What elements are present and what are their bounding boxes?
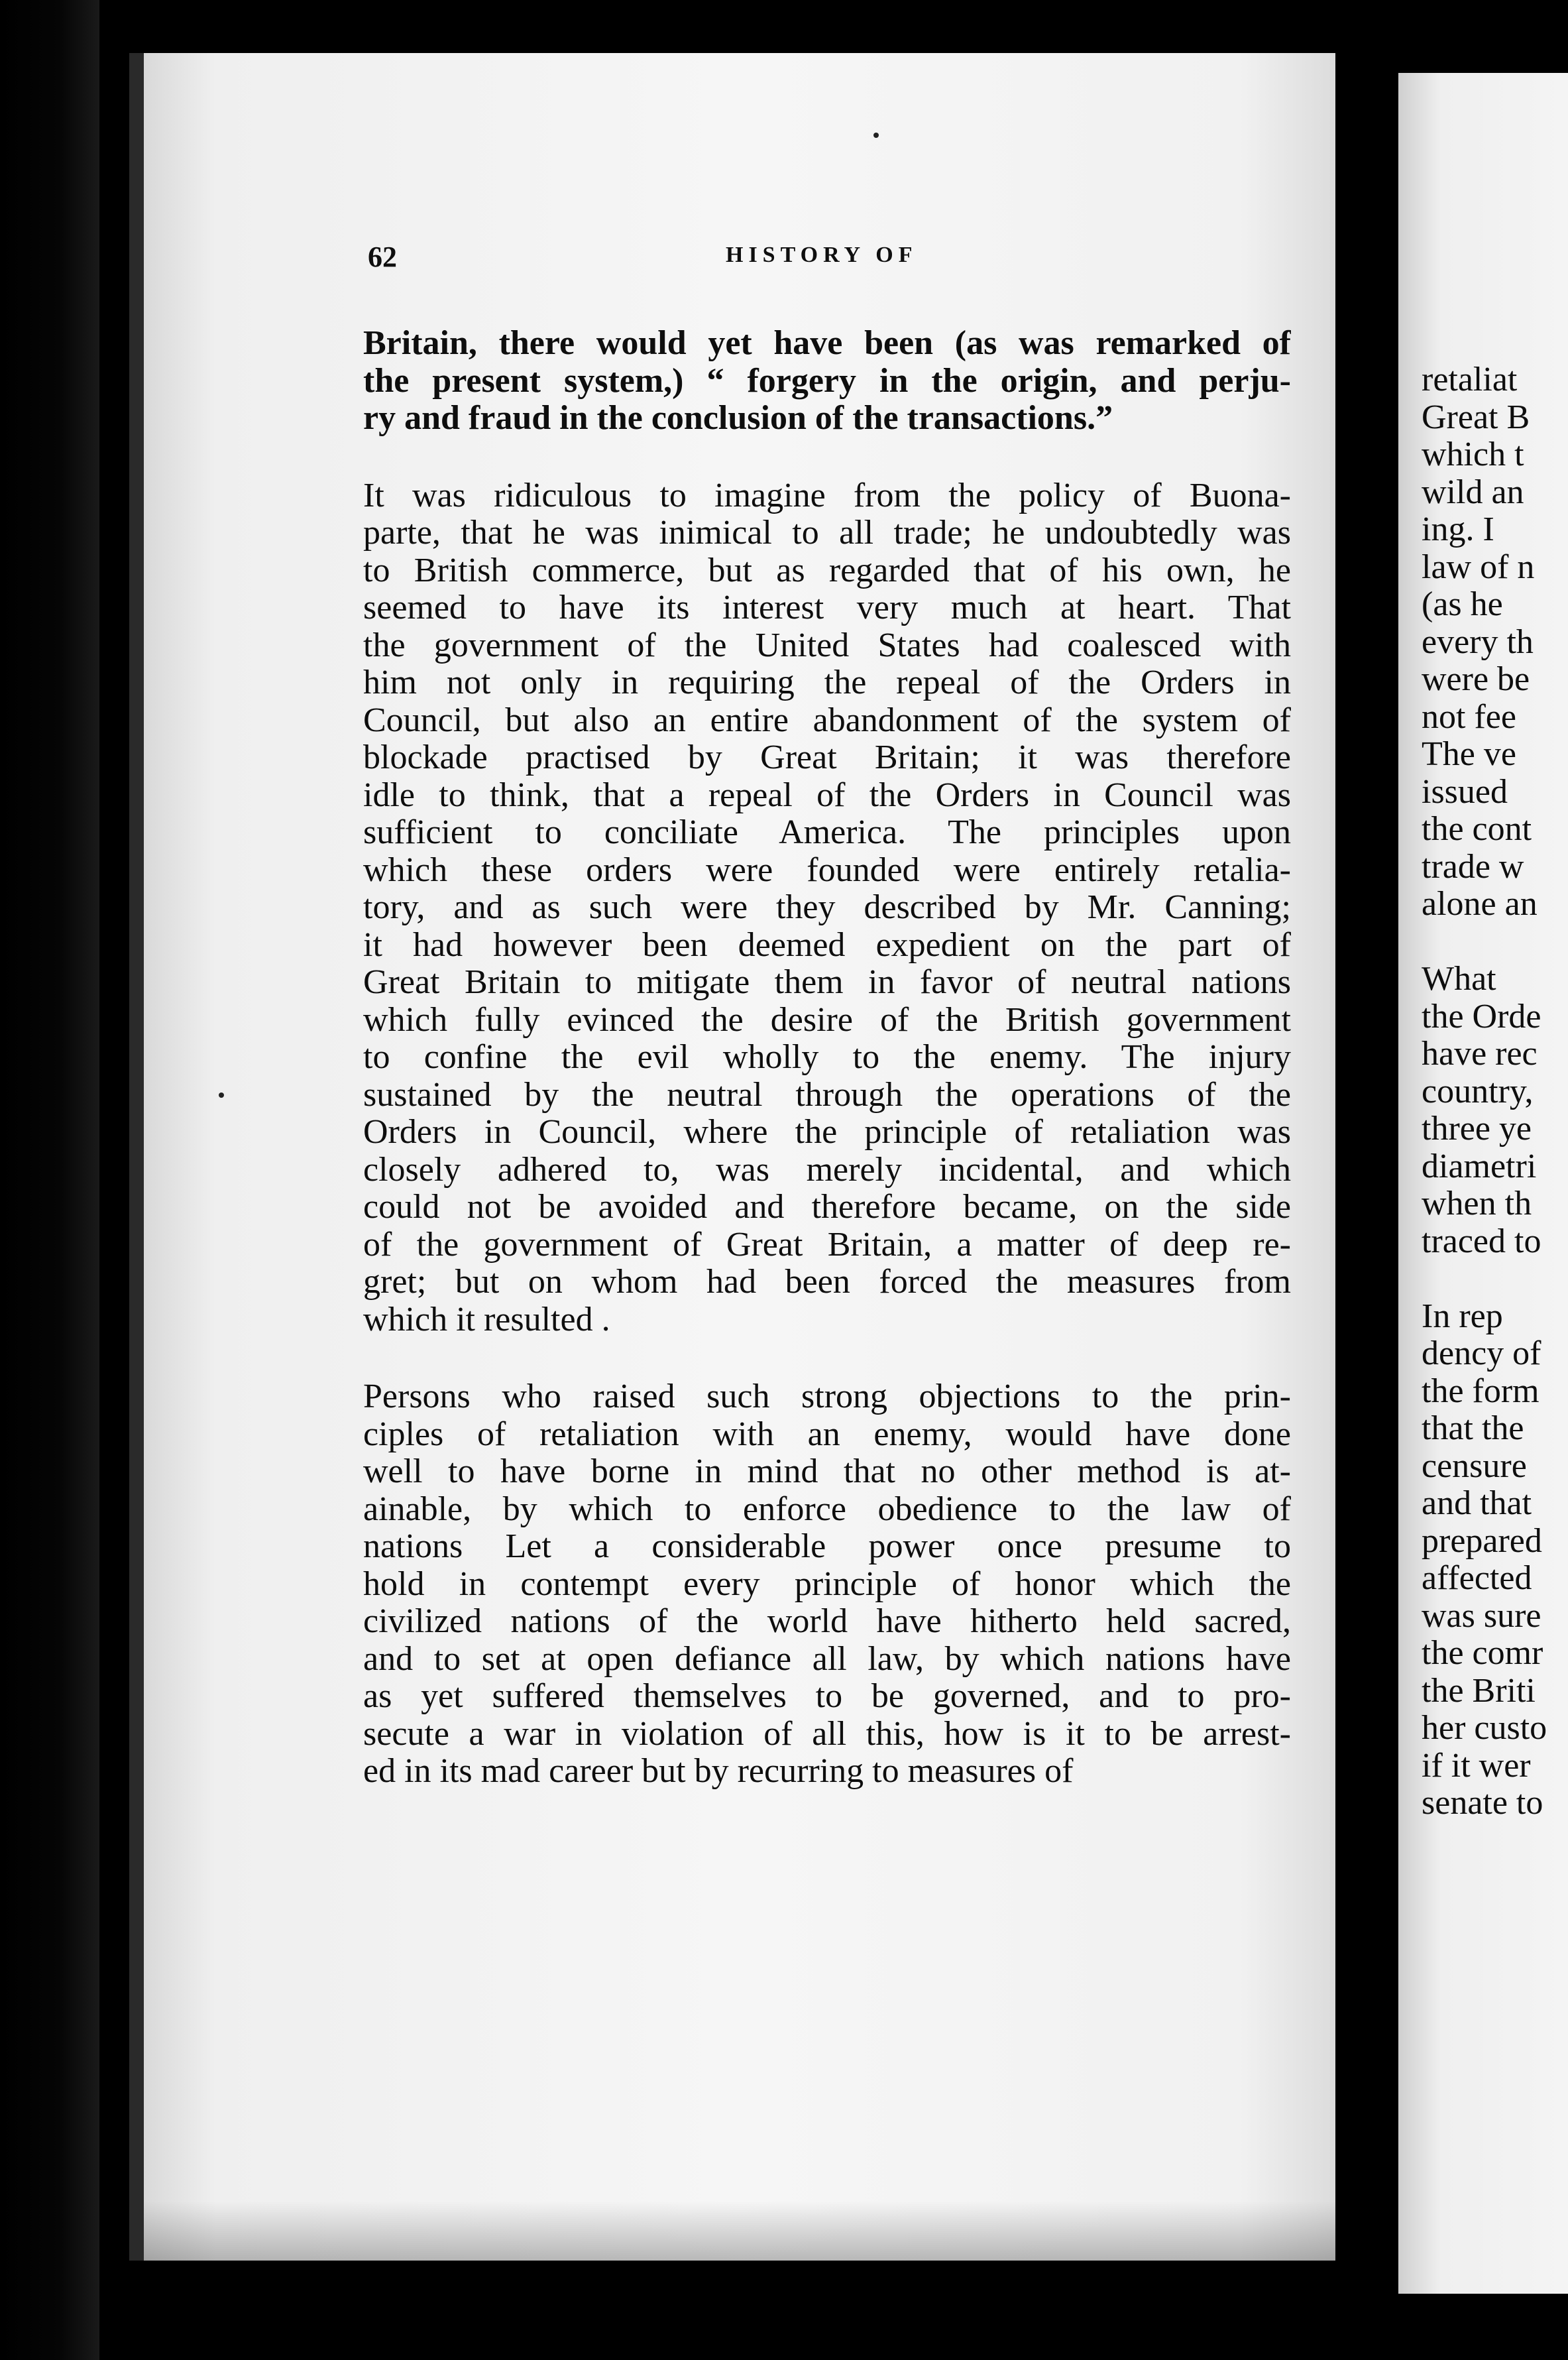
right-page-line: the Orde bbox=[1422, 997, 1541, 1035]
text-line: the present system,) “ forgery in the origin, and perju- bbox=[363, 362, 1291, 400]
text-line: idle to think, that a repeal of the Orders in Council was bbox=[363, 776, 1291, 814]
right-page-text bbox=[1422, 361, 1568, 1822]
text-line: closely adhered to, was merely incidental, and which bbox=[363, 1151, 1291, 1189]
right-page-line: were be bbox=[1422, 660, 1530, 698]
right-page-line: (as he bbox=[1422, 585, 1503, 623]
right-page-line: the form bbox=[1422, 1372, 1540, 1410]
text-line: Council, but also an entire abandonment of the system of bbox=[363, 701, 1291, 739]
right-page-line bbox=[1422, 923, 1568, 961]
right-page-line: country, bbox=[1422, 1072, 1534, 1110]
text-line: the government of the United States had coalesced with bbox=[363, 626, 1291, 664]
text-line: as yet suffered themselves to be governed, and to pro- bbox=[363, 1678, 1291, 1715]
text-line: It was ridiculous to imagine from the policy of Buona- bbox=[363, 477, 1291, 514]
text-line: hold in contempt every principle of honor which the bbox=[363, 1565, 1291, 1603]
right-page-line: censure bbox=[1422, 1446, 1527, 1485]
right-page-line: traced to bbox=[1422, 1222, 1541, 1260]
page-gutter bbox=[1335, 0, 1398, 2360]
paragraph-gap bbox=[363, 438, 1291, 477]
text-line: Great Britain to mitigate them in favor of neutral nations bbox=[363, 964, 1291, 1001]
text-line: ainable, by which to enforce obedience to the law of bbox=[363, 1490, 1291, 1528]
right-page-line: that the bbox=[1422, 1409, 1524, 1447]
right-page-line: In rep bbox=[1422, 1297, 1503, 1335]
page-number: 62 bbox=[368, 241, 397, 273]
text-line: well to have borne in mind that no other method is at- bbox=[363, 1453, 1291, 1490]
text-line: him not only in requiring the repeal of the Orders in bbox=[363, 664, 1291, 701]
right-page-line: trade w bbox=[1422, 847, 1524, 886]
text-line: Britain, there would yet have been (as was remarked of bbox=[363, 325, 1291, 362]
right-page-line: three ye bbox=[1422, 1110, 1532, 1148]
text-line: which fully evinced the desire of the British government bbox=[363, 1001, 1291, 1039]
text-line: which these orders were founded were entirely retalia- bbox=[363, 851, 1291, 889]
text-line: sustained by the neutral through the operations of the bbox=[363, 1076, 1291, 1114]
header-title: HISTORY OF bbox=[726, 243, 918, 267]
text-line: blockade practised by Great Britain; it was therefore bbox=[363, 739, 1291, 776]
right-page-line: and that bbox=[1422, 1484, 1532, 1522]
text-line: which it resulted . bbox=[363, 1301, 610, 1338]
right-page-line: the Briti bbox=[1422, 1671, 1536, 1710]
right-page-line: affected bbox=[1422, 1559, 1532, 1597]
text-line: parte, that he was inimical to all trade; he undoubtedly was bbox=[363, 514, 1291, 552]
text-line: to confine the evil wholly to the enemy. The injury bbox=[363, 1039, 1291, 1076]
ink-speck bbox=[873, 133, 879, 138]
text-line: Orders in Council, where the principle of retaliation was bbox=[363, 1114, 1291, 1151]
text-line: it had however been deemed expedient on the part of bbox=[363, 926, 1291, 964]
right-page-line: prepared bbox=[1422, 1521, 1542, 1560]
paragraph-1 bbox=[363, 325, 1291, 438]
text-line: nations Let a considerable power once presume to bbox=[363, 1528, 1291, 1565]
text-line: to British commerce, but as regarded that of his own, he bbox=[363, 552, 1291, 589]
right-page-line: wild an bbox=[1422, 473, 1524, 511]
text-line: ciples of retaliation with an enemy, would have done bbox=[363, 1415, 1291, 1453]
book-binding bbox=[0, 0, 99, 2360]
right-page-line: the comr bbox=[1422, 1634, 1543, 1672]
right-page-line: was sure bbox=[1422, 1596, 1541, 1635]
text-line: could not be avoided and therefore became, on the side bbox=[363, 1189, 1291, 1226]
right-page-line: which t bbox=[1422, 436, 1524, 473]
right-page-line bbox=[1422, 1260, 1568, 1298]
paragraph-gap bbox=[363, 1338, 1291, 1378]
right-page-line: the cont bbox=[1422, 810, 1532, 848]
right-page-line: retaliat bbox=[1422, 361, 1518, 398]
right-page-line: issued bbox=[1422, 772, 1508, 811]
right-page-line: law of n bbox=[1422, 548, 1535, 586]
right-page-line: diametri bbox=[1422, 1147, 1537, 1185]
right-page-line: dency of bbox=[1422, 1334, 1541, 1372]
right-page-line: What bbox=[1422, 960, 1496, 998]
text-line: ed in its mad career but by recurring to measures of bbox=[363, 1753, 1074, 1790]
text-line: sufficient to conciliate America. The principles upon bbox=[363, 814, 1291, 851]
right-page-line: her custo bbox=[1422, 1709, 1547, 1747]
right-page-line: not fee bbox=[1422, 697, 1516, 736]
right-page-line: Great B bbox=[1422, 398, 1530, 436]
right-page-line: have rec bbox=[1422, 1035, 1538, 1073]
text-line: Persons who raised such strong objections to the prin- bbox=[363, 1378, 1291, 1415]
text-line: and to set at open defiance all law, by which nations have bbox=[363, 1640, 1291, 1678]
right-page-line: ing. I bbox=[1422, 510, 1494, 548]
right-page-line: alone an bbox=[1422, 885, 1538, 923]
text-line: secute a war in violation of all this, how is it to be arrest- bbox=[363, 1715, 1291, 1753]
right-page-line: The ve bbox=[1422, 735, 1516, 773]
text-line: gret; but on whom had been forced the measures from bbox=[363, 1264, 1291, 1301]
text-line: tory, and as such were they described by Mr. Canning; bbox=[363, 889, 1291, 926]
paragraph-3 bbox=[363, 1378, 1291, 1791]
right-page-line: every th bbox=[1422, 622, 1534, 661]
body-text bbox=[363, 325, 1291, 1791]
ink-speck bbox=[219, 1092, 224, 1098]
paragraph-2 bbox=[363, 477, 1291, 1339]
running-head bbox=[368, 240, 1342, 286]
text-line: ry and fraud in the conclusion of the transactions.” bbox=[363, 400, 1113, 437]
right-page-line: senate to bbox=[1422, 1784, 1543, 1822]
text-line: of the government of Great Britain, a matter of deep re- bbox=[363, 1226, 1291, 1264]
text-line: seemed to have its interest very much at heart. That bbox=[363, 589, 1291, 626]
right-page-line: when th bbox=[1422, 1185, 1532, 1222]
right-page-line: if it wer bbox=[1422, 1746, 1531, 1785]
text-line: civilized nations of the world have hitherto held sacred, bbox=[363, 1603, 1291, 1640]
